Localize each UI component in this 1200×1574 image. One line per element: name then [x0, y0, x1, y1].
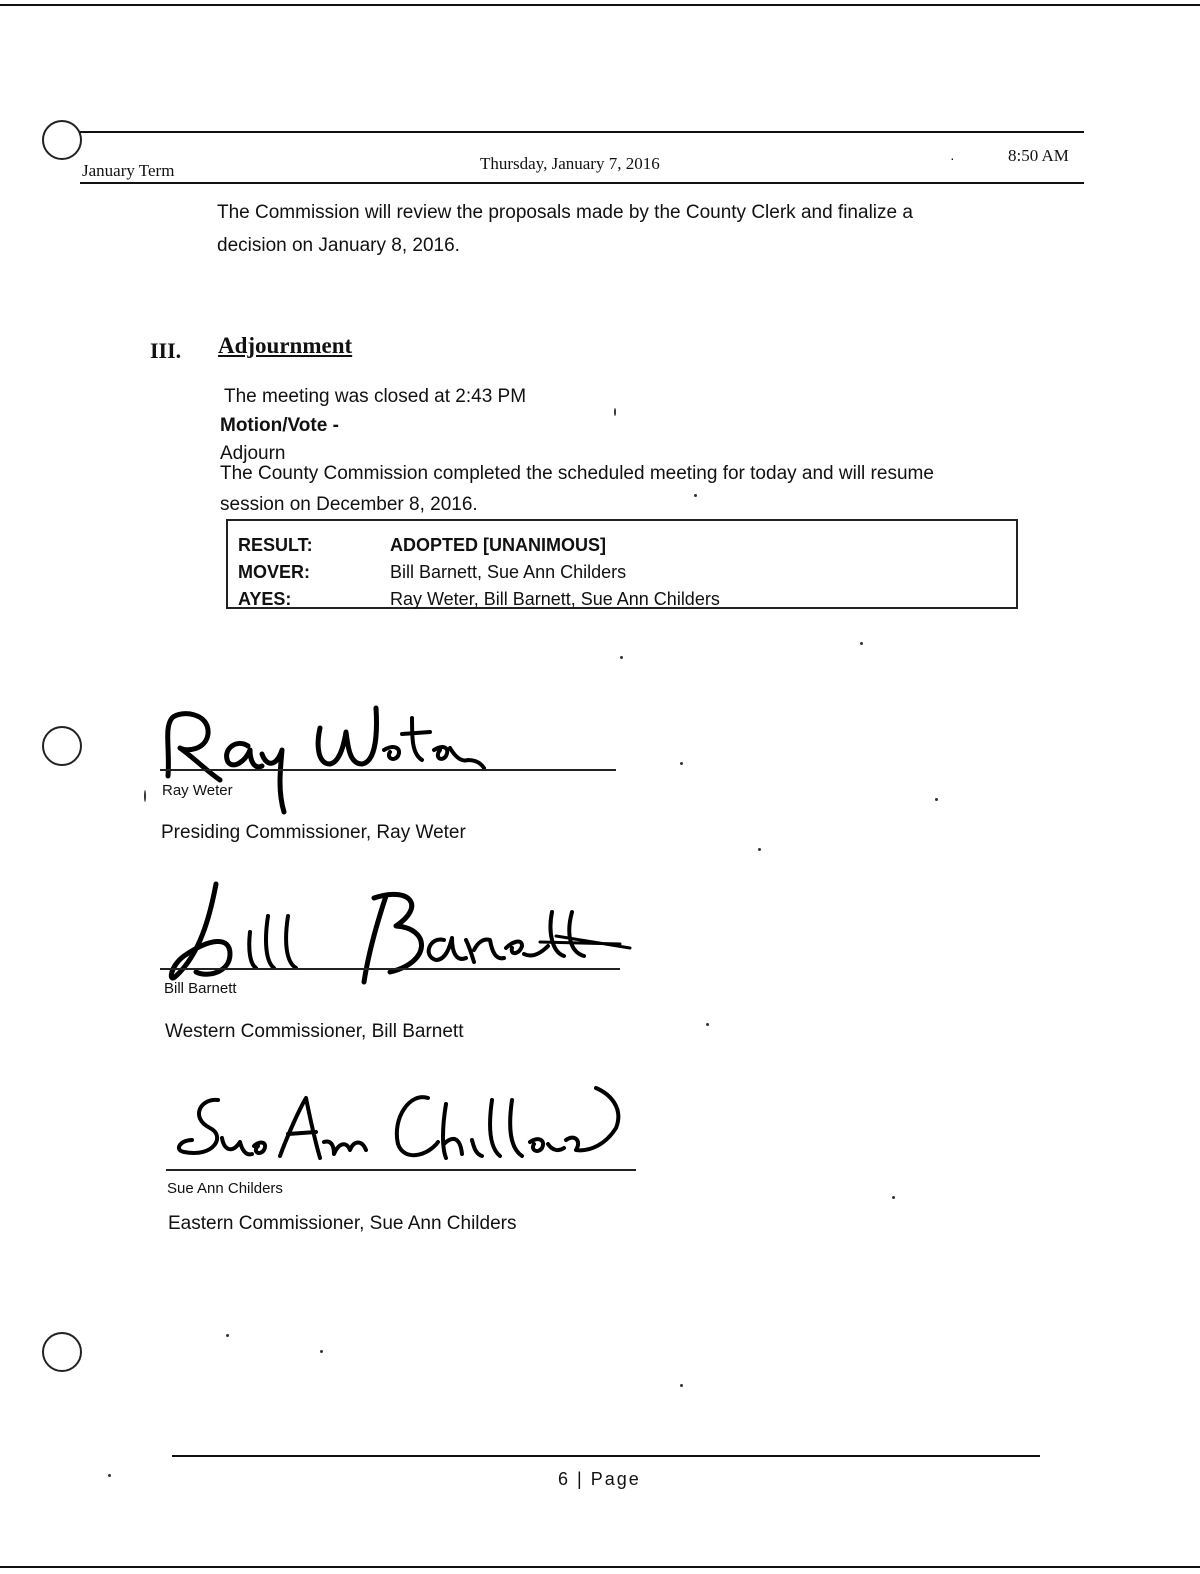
- header-dot: ·: [950, 150, 955, 166]
- binder-hole-bottom: [42, 1332, 82, 1372]
- scan-bottom-edge: [0, 1566, 1200, 1568]
- intro-line-1: The Commission will review the proposals made by the County Clerk and finalize a: [217, 202, 913, 223]
- scan-speck: [108, 1474, 111, 1477]
- scan-speck: [935, 798, 938, 801]
- scan-speck: [758, 848, 761, 851]
- meeting-closed-line: The meeting was closed at 2:43 PM: [224, 386, 527, 407]
- scan-speck: [680, 1384, 683, 1387]
- printed-name-3: Sue Ann Childers: [167, 1180, 283, 1197]
- scan-speck: [226, 1334, 229, 1337]
- summary-line-1: The County Commission completed the scheduled meeting for today and will resume: [220, 463, 934, 484]
- binder-hole-top: [42, 120, 82, 160]
- printed-name-1: Ray Weter: [162, 782, 233, 799]
- result-label: RESULT:: [238, 535, 313, 555]
- signer-title-2: Western Commissioner, Bill Barnett: [165, 1021, 464, 1042]
- signature-line-2: [160, 968, 620, 970]
- header-bottom-rule: [80, 182, 1084, 184]
- scan-top-edge: [0, 4, 1200, 6]
- section-number: III.: [150, 338, 182, 363]
- mover-label: MOVER:: [238, 562, 310, 582]
- footer-page: [558, 1469, 641, 1490]
- scan-speck: [680, 762, 683, 765]
- scan-speck: [320, 1350, 323, 1353]
- scan-speck: [614, 408, 616, 416]
- motion-vote-label: Motion/Vote -: [220, 415, 339, 436]
- signature-sue-ann-childers: [170, 1078, 640, 1178]
- signature-line-1: [160, 769, 616, 771]
- signer-title-3: Eastern Commissioner, Sue Ann Childers: [168, 1213, 517, 1234]
- page-number: 6: [558, 1469, 571, 1489]
- result-value: ADOPTED [UNANIMOUS]: [390, 535, 606, 555]
- page-label: | Page: [577, 1469, 641, 1489]
- ayes-value: Ray Weter, Bill Barnett, Sue Ann Childers: [390, 589, 720, 609]
- header-date: Thursday, January 7, 2016: [480, 154, 660, 173]
- vote-result-table: [226, 519, 1018, 609]
- header-top-rule: [80, 131, 1084, 133]
- motion-action: Adjourn: [220, 443, 286, 464]
- scan-speck: [860, 642, 863, 645]
- intro-line-2: decision on January 8, 2016.: [217, 235, 460, 256]
- scan-speck: [706, 1023, 709, 1026]
- header-time: 8:50 AM: [1008, 146, 1069, 165]
- scan-speck: [694, 494, 697, 497]
- summary-line-2: session on December 8, 2016.: [220, 494, 478, 515]
- signature-bill-barnett: [160, 876, 630, 996]
- section-title: Adjournment: [218, 333, 353, 358]
- signature-line-3: [166, 1169, 636, 1171]
- scan-speck: [620, 656, 623, 659]
- scan-speck: [892, 1196, 895, 1199]
- footer-rule: [172, 1455, 1040, 1457]
- printed-name-2: Bill Barnett: [164, 980, 237, 997]
- header-term: January Term: [82, 161, 175, 180]
- scan-speck: [144, 790, 146, 802]
- mover-value: Bill Barnett, Sue Ann Childers: [390, 562, 627, 582]
- binder-hole-middle: [42, 726, 82, 766]
- signer-title-1: Presiding Commissioner, Ray Weter: [161, 822, 466, 843]
- ayes-label: AYES:: [238, 589, 292, 609]
